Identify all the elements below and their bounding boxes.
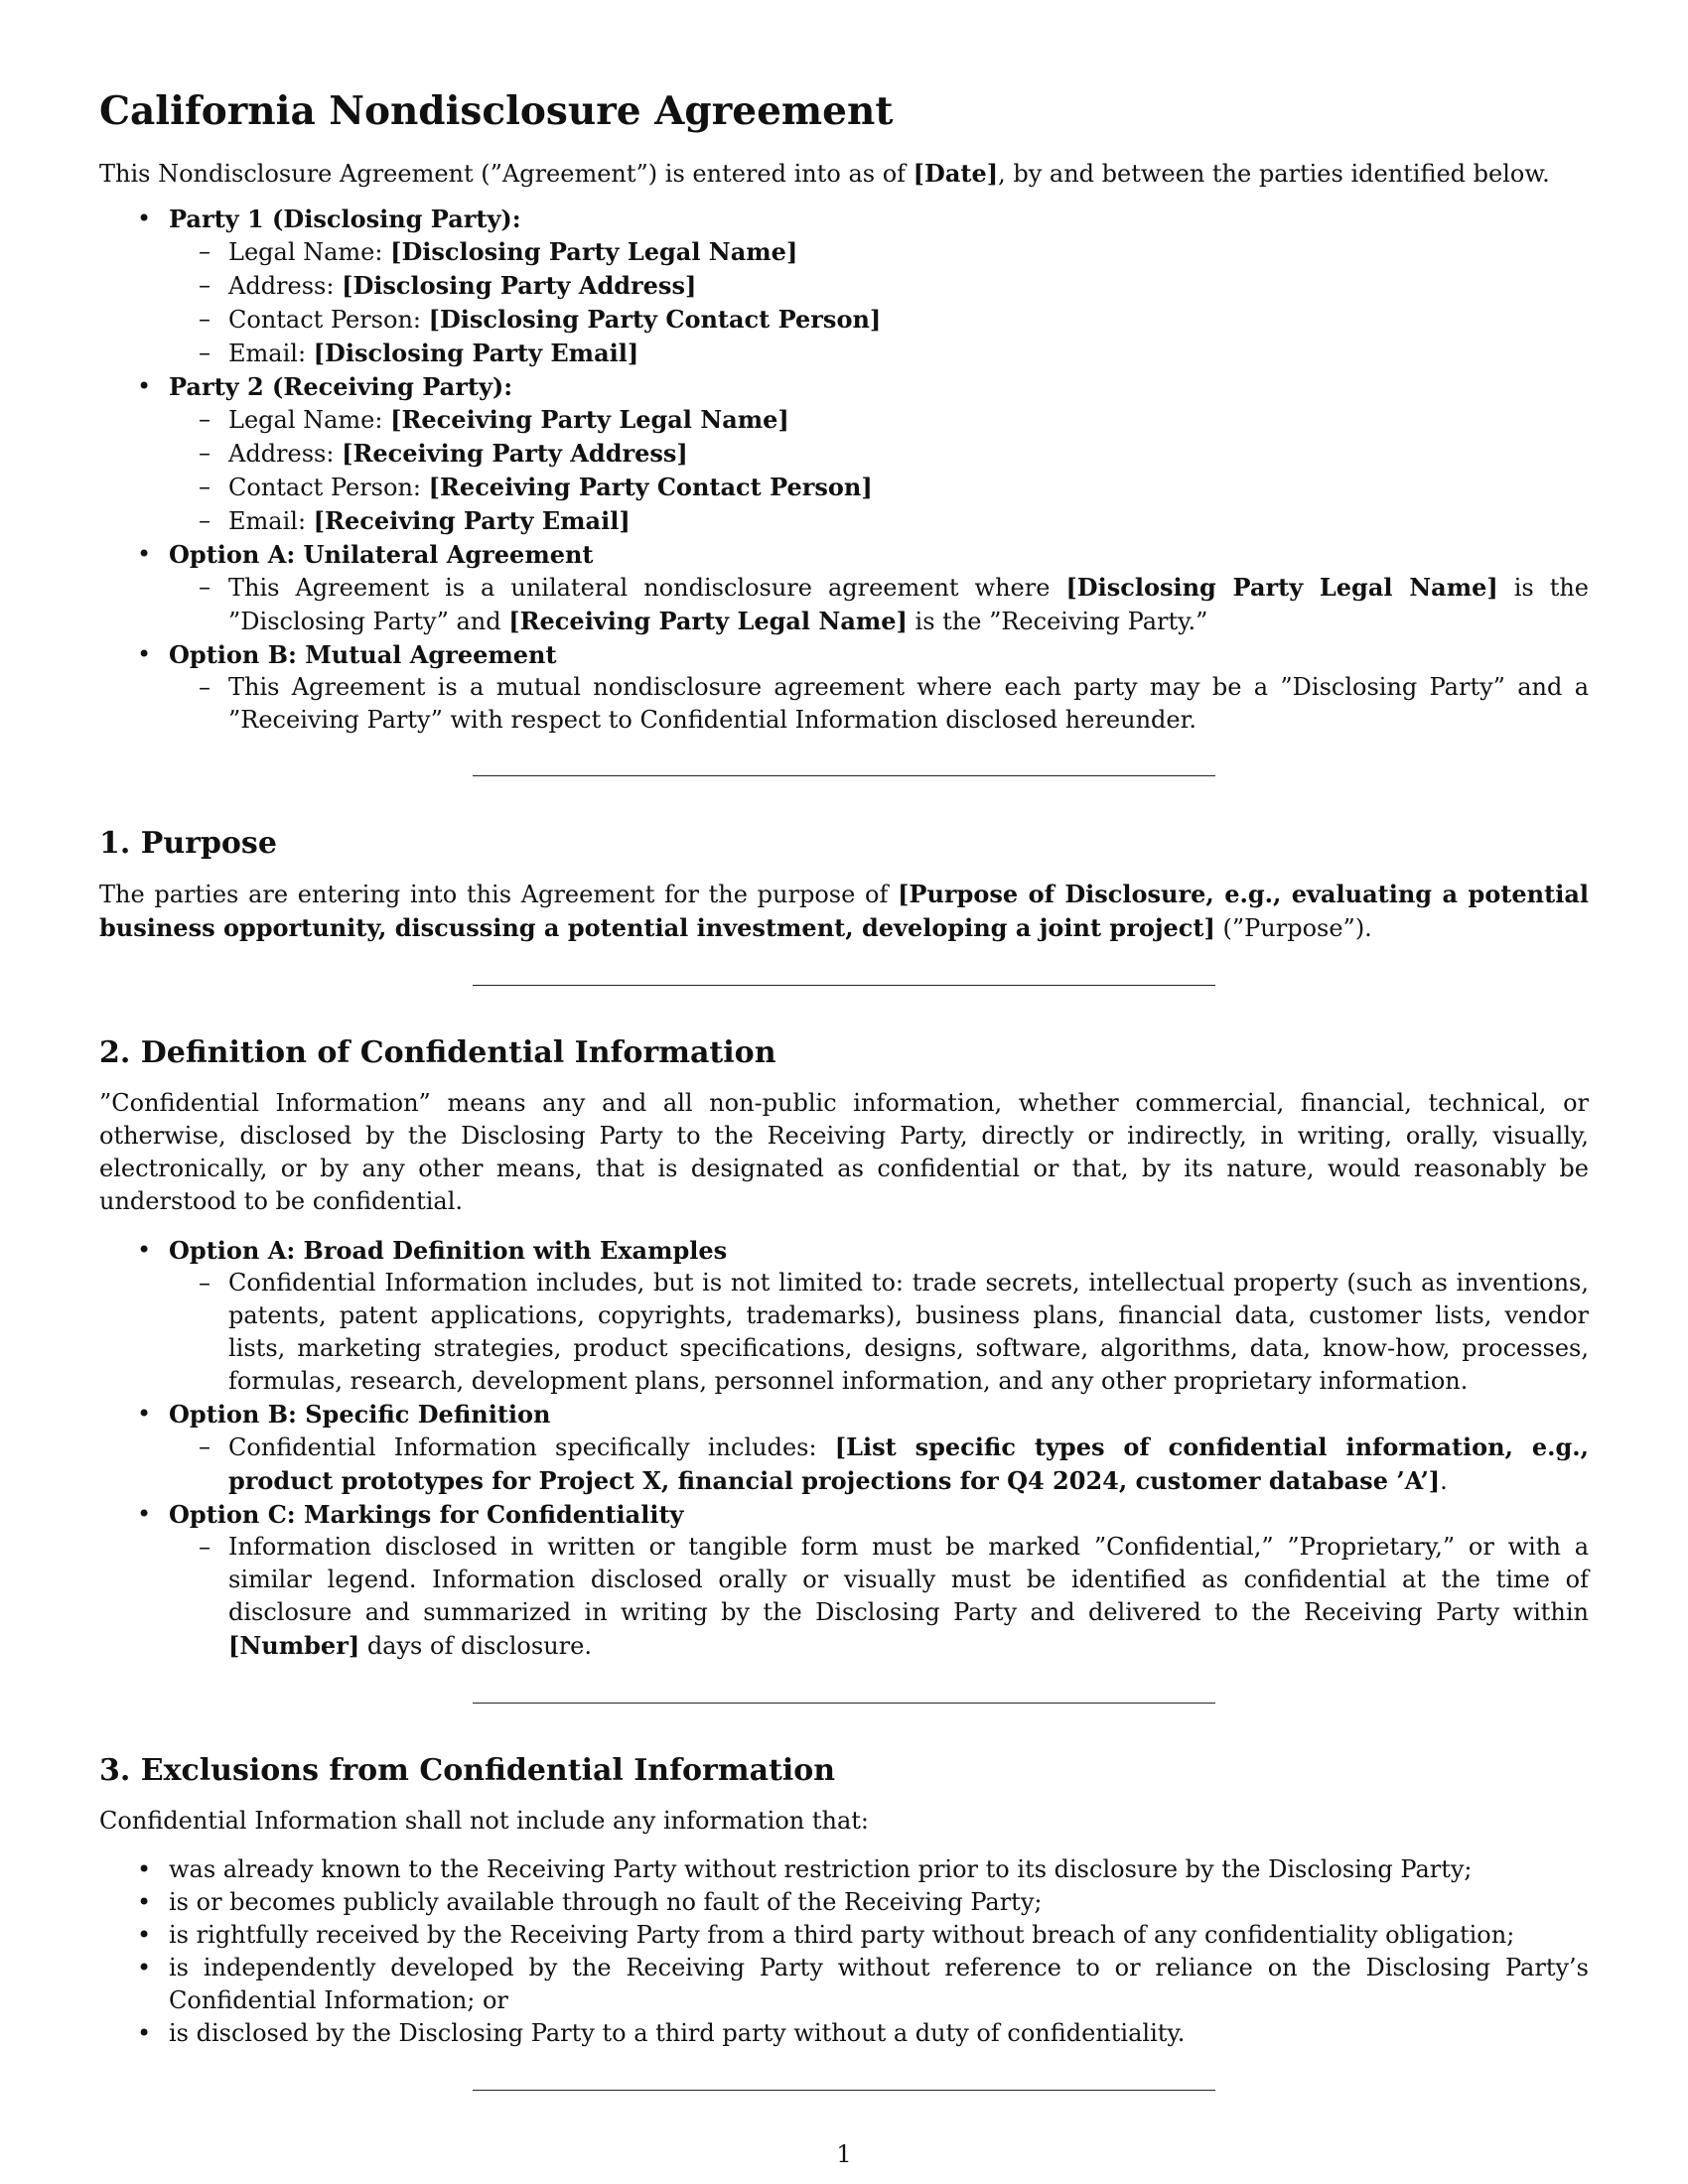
field-label: Address: bbox=[228, 272, 343, 300]
divider-rule bbox=[473, 2090, 1215, 2091]
option-text: – Confidential Information includes, but is not limited to: trade secrets, intellectual property (such as inventions, patents, patent applications, copyrights, trademarks), business plans, financial data, customer lists, vendor lists, marketing strategies, product specifications, designs, software, algorithms, data, know-how, processes, formulas, research, development plans, personnel information, and any other proprietary information. bbox=[169, 1267, 1589, 1398]
field-placeholder: [Receiving Party Email] bbox=[313, 506, 631, 535]
field-label: Email: bbox=[228, 507, 314, 535]
party1-label: Party 1 (Disclosing Party): bbox=[169, 205, 521, 233]
section-3-heading: 3. Exclusions from Confidential Information bbox=[99, 1753, 836, 1788]
option-text bbox=[169, 1531, 1589, 1663]
option-a-details bbox=[169, 571, 1589, 638]
text-run: (”Purpose”). bbox=[1214, 914, 1372, 942]
list-item: • is disclosed by the Disclosing Party to a third party without a duty of confidentiality. bbox=[99, 2017, 1589, 2050]
field-label: Contact Person: bbox=[228, 474, 429, 501]
party2-fields bbox=[169, 403, 1589, 538]
party1-address bbox=[169, 269, 1589, 303]
party1-contact bbox=[169, 303, 1589, 337]
field-placeholder: [Disclosing Party Address] bbox=[342, 271, 697, 300]
party2-email bbox=[169, 504, 1589, 538]
text-run: This Agreement is a unilateral nondisclosure agreement where bbox=[228, 574, 1066, 602]
option-details bbox=[169, 1267, 1589, 1398]
field-label: Legal Name: bbox=[228, 406, 391, 434]
field-placeholder: [Receiving Party Legal Name] bbox=[390, 405, 789, 434]
text-run: The parties are entering into this Agreement for the purpose of bbox=[99, 881, 899, 908]
list-item: • is rightfully received by the Receiving Party from a third party without breach of any confidentiality obligation; bbox=[99, 1919, 1589, 1952]
section-3-intro: Confidential Information shall not include any information that: bbox=[99, 1807, 869, 1835]
purpose-placeholder: [Purpose of Disclosure, e.g., evaluating a potential business opportunity, discussing a potential investment, developing a joint project] bbox=[99, 880, 1589, 942]
page-number: 1 bbox=[836, 2140, 852, 2168]
divider-rule bbox=[473, 775, 1215, 776]
intro-text: This Nondisclosure Agreement (”Agreement”) is entered into as of bbox=[99, 160, 914, 188]
field-label: Contact Person: bbox=[228, 306, 429, 334]
option-b-details bbox=[169, 671, 1589, 737]
section-2-heading: 2. Definition of Confidential Information bbox=[99, 1035, 776, 1070]
option-a-text bbox=[169, 571, 1589, 638]
option-a-unilateral bbox=[99, 538, 1589, 638]
option-b-text: – This Agreement is a mutual nondisclosure agreement where each party may be a ”Disclosing Party” and a ”Receiving Party” with respect to Confidential Information disclosed hereunder. bbox=[169, 671, 1589, 737]
text-run: days of disclosure. bbox=[359, 1632, 592, 1660]
field-placeholder: [Receiving Party Address] bbox=[342, 439, 688, 468]
party1-item bbox=[99, 203, 1589, 370]
option-details bbox=[169, 1531, 1589, 1663]
field-label: Legal Name: bbox=[228, 238, 391, 266]
section-2-options bbox=[99, 1234, 1589, 1663]
field-placeholder: [Number] bbox=[228, 1631, 360, 1660]
party2-legal-name bbox=[169, 403, 1589, 437]
list-item: • was already known to the Receiving Party without restriction prior to its disclosure by the Disclosing Party; bbox=[99, 1853, 1589, 1886]
option-details bbox=[169, 1431, 1589, 1498]
section-2-intro: ”Confidential Information” means any and all non-public information, whether commercial, financial, technical, or otherwise, disclosed by the Disclosing Party to the Receiving Party, directly or indirectly, in writing, orally, visually, electronically, or by any other means, that is designated as confidential or that, by its nature, would reasonably be understood to be confidential. bbox=[99, 1089, 1589, 1215]
party1-legal-name bbox=[169, 235, 1589, 269]
field-placeholder: [Disclosing Party Legal Name] bbox=[390, 237, 798, 266]
text-run: Information disclosed in written or tangible form must be marked ”Confidential,” ”Proprietary,” or with a similar legend. Information disclosed orally or visually must be identified as confidential at the time of disclosure and summarized in writing by the Disclosing Party and delivered to the Receiving Party within bbox=[228, 1533, 1589, 1626]
option-label: Option A: Broad Definition with Examples bbox=[169, 1236, 728, 1265]
field-placeholder: [Receiving Party Contact Person] bbox=[428, 473, 873, 501]
option-a-label: Option A: Unilateral Agreement bbox=[169, 540, 594, 569]
definition-option-a bbox=[99, 1234, 1589, 1398]
intro-text-end: , by and between the parties identified below. bbox=[998, 160, 1550, 188]
party1-fields bbox=[169, 235, 1589, 370]
list-item: • is independently developed by the Receiving Party without reference to or reliance on the Disclosing Party’s Confidential Information; or bbox=[99, 1952, 1589, 2017]
party2-address bbox=[169, 437, 1589, 471]
text-run: . bbox=[1440, 1467, 1448, 1495]
text-run: is the ”Disclosing Party” and bbox=[228, 574, 1589, 635]
field-label: Address: bbox=[228, 440, 343, 468]
field-placeholder: [Disclosing Party Contact Person] bbox=[428, 305, 882, 334]
option-label: Option C: Markings for Confidentiality bbox=[169, 1500, 684, 1529]
list-item: • is or becomes publicly available through no fault of the Receiving Party; bbox=[99, 1886, 1589, 1919]
section-1-heading: 1. Purpose bbox=[99, 826, 277, 861]
party2-label: Party 2 (Receiving Party): bbox=[169, 372, 513, 401]
field-placeholder: [List specific types of confidential information, e.g., product prototypes for Project X, financial projections for Q4 2024, customer database ’A’] bbox=[228, 1433, 1589, 1495]
section-1-paragraph bbox=[99, 878, 1589, 945]
option-text bbox=[169, 1431, 1589, 1498]
field-placeholder: [Receiving Party Legal Name] bbox=[508, 607, 908, 635]
date-placeholder: [Date] bbox=[913, 159, 999, 188]
field-placeholder: [Disclosing Party Legal Name] bbox=[1065, 573, 1498, 602]
divider-rule bbox=[473, 1703, 1215, 1704]
party2-contact bbox=[169, 471, 1589, 504]
definition-option-c bbox=[99, 1498, 1589, 1663]
text-run: Confidential Information specifically includes: bbox=[228, 1433, 835, 1461]
intro-paragraph bbox=[99, 157, 1589, 191]
document-title: California Nondisclosure Agreement bbox=[99, 88, 894, 134]
field-placeholder: [Disclosing Party Email] bbox=[313, 339, 639, 367]
field-label: Email: bbox=[228, 340, 314, 367]
exclusions-list bbox=[99, 1853, 1589, 2050]
parties-list bbox=[99, 203, 1589, 737]
option-b-label: Option B: Mutual Agreement bbox=[169, 640, 557, 669]
option-b-mutual bbox=[99, 638, 1589, 737]
divider-rule bbox=[473, 985, 1215, 986]
party1-email bbox=[169, 337, 1589, 370]
definition-option-b bbox=[99, 1398, 1589, 1498]
party2-item bbox=[99, 370, 1589, 538]
option-label: Option B: Specific Definition bbox=[169, 1400, 551, 1429]
text-run: is the ”Receiving Party.” bbox=[907, 608, 1208, 635]
